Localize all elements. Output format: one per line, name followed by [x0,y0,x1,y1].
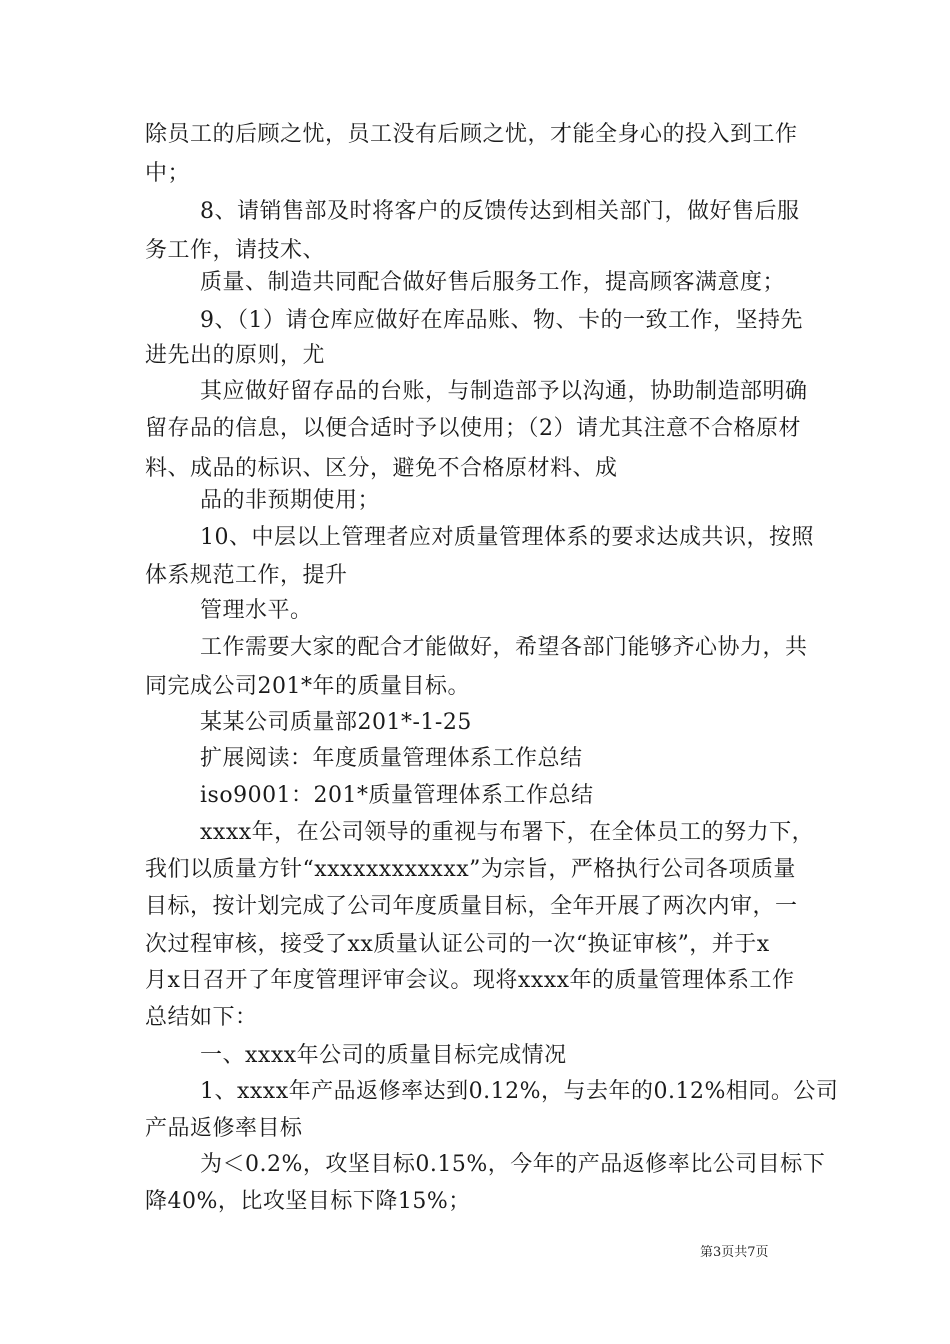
text-line: 中； [145,161,191,186]
text-line: 目标，按计划完成了公司年度质量目标，全年开展了两次内审，一 [145,894,798,919]
text-line: 扩展阅读：年度质量管理体系工作总结 [200,746,583,771]
text-line: 料、成品的标识、区分，避免不合格原材料、成 [145,456,618,481]
text-line: 次过程审核，接受了xx质量认证公司的一次“换证审核”，并于x [145,932,770,957]
text-line: 我们以质量方针“xxxxxxxxxxxx”为宗旨，严格执行公司各项质量 [145,857,796,882]
text-line: 某某公司质量部201*-1-25 [200,710,472,735]
text-line: iso9001：201*质量管理体系工作总结 [200,783,594,808]
text-line: 同完成公司201*年的质量目标。 [145,674,470,699]
text-line: 8、请销售部及时将客户的反馈传达到相关部门，做好售后服 [200,199,800,224]
text-line: 品的非预期使用； [200,488,381,513]
text-line: 管理水平。 [200,598,313,623]
text-line: 9、（1）请仓库应做好在库品账、物、卡的一致工作，坚持先 [200,308,803,333]
text-line: 降40%，比攻坚目标下降15%； [145,1189,471,1214]
text-line: 产品返修率目标 [145,1116,303,1141]
text-line: 进先出的原则，尤 [145,343,326,368]
text-line: 10、中层以上管理者应对质量管理体系的要求达成共识，按照 [200,525,814,550]
text-line: 工作需要大家的配合才能做好，希望各部门能够齐心协力，共 [200,635,808,660]
page-footer: 第3页共7页 [700,1245,769,1260]
text-line: 一、xxxx年公司的质量目标完成情况 [200,1043,567,1068]
text-line: 质量、制造共同配合做好售后服务工作，提高顾客满意度； [200,270,786,295]
text-line: 月x日召开了年度管理评审会议。现将xxxx年的质量管理体系工作 [145,968,795,993]
text-line: 务工作，请技术、 [145,238,326,263]
text-line: 体系规范工作，提升 [145,563,348,588]
text-line: 其应做好留存品的台账，与制造部予以沟通，协助制造部明确 [200,379,808,404]
text-line: xxxx年，在公司领导的重视与布署下，在全体员工的努力下， [200,820,815,845]
text-line: 总结如下： [145,1005,258,1030]
text-line: 为＜0.2%，攻坚目标0.15%，今年的产品返修率比公司目标下 [200,1152,826,1177]
text-line: 除员工的后顾之忧，员工没有后顾之忧，才能全身心的投入到工作 [145,122,798,147]
text-line: 1、xxxx年产品返修率达到0.12%，与去年的0.12%相同。公司 [200,1079,839,1104]
text-line: 留存品的信息，以便合适时予以使用；（2）请尤其注意不合格原材 [145,416,801,441]
